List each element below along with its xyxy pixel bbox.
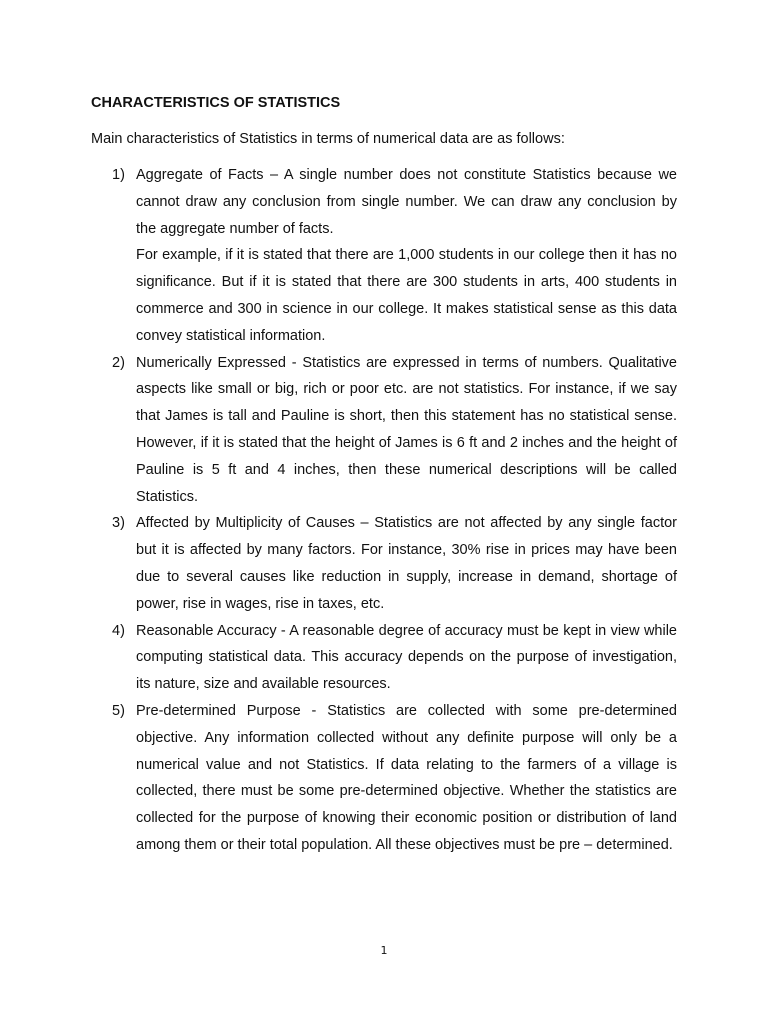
list-item-paragraph: Pre-determined Purpose - Statistics are collected with some pre-determined objective. Any information collected without any definite purpose will only be a numerical value and not Statistics. If data relating to the farmers of a village is collected, there must be some pre-determined objective. Whether the statistics are collected for the purpose of knowing their economic position or distribution of land among them or their total population. All these objectives must be pre – determined. <box>136 702 677 853</box>
list-item-body <box>136 698 677 859</box>
list-item <box>91 350 677 511</box>
list-item-paragraph: Numerically Expressed - Statistics are expressed in terms of numbers. Qualitative aspects like small or big, rich or poor etc. are not statistics. For instance, if we say that James is tall and Pauline is short, then this statement has no statistical sense. However, if it is stated that the height of James is 6 ft and 2 inches and the height of Pauline is 5 ft and 4 inches, then these numerical descriptions will be called Statistics. <box>136 354 677 505</box>
list-item-number: 1) <box>112 167 125 183</box>
characteristics-list <box>91 162 677 859</box>
list-item-number: 2) <box>112 354 125 371</box>
list-item-number: 4) <box>112 622 125 639</box>
list-item-number: 3) <box>112 515 125 532</box>
list-item-paragraph: Affected by Multiplicity of Causes – Statistics are not affected by any single factor but it is affected by many factors. For instance, 30% rise in prices may have been due to several causes like reduction in supply, increase in demand, shortage of power, rise in wages, rise in taxes, etc. <box>136 515 677 612</box>
list-item <box>91 510 677 617</box>
list-item <box>91 698 677 859</box>
list-item-body <box>136 162 677 350</box>
intro-paragraph: Main characteristics of Statistics in terms of numerical data are as follows: <box>91 131 565 147</box>
list-item <box>91 618 677 698</box>
list-item-number: 5) <box>112 702 125 719</box>
document-title: CHARACTERISTICS OF STATISTICS <box>91 95 341 111</box>
list-item <box>91 162 677 350</box>
list-item-body <box>136 618 677 698</box>
list-item-body <box>136 510 677 617</box>
list-item-paragraph: For example, if it is stated that there are 1,000 students in our college then it has no significance. But if it is stated that there are 300 students in arts, 400 students in commerce and 300 in science in our college. It makes statistical sense as this data convey statistical information. <box>136 247 677 344</box>
page-number: 1 <box>380 944 388 957</box>
list-item-body <box>136 350 677 511</box>
list-item-paragraph: Aggregate of Facts – A single number does not constitute Statistics because we cannot draw any conclusion from single number. We can draw any conclusion by the aggregate number of facts. <box>136 167 677 237</box>
list-item-paragraph: Reasonable Accuracy - A reasonable degree of accuracy must be kept in view while computing statistical data. This accuracy depends on the purpose of investigation, its nature, size and available resources. <box>136 622 677 693</box>
